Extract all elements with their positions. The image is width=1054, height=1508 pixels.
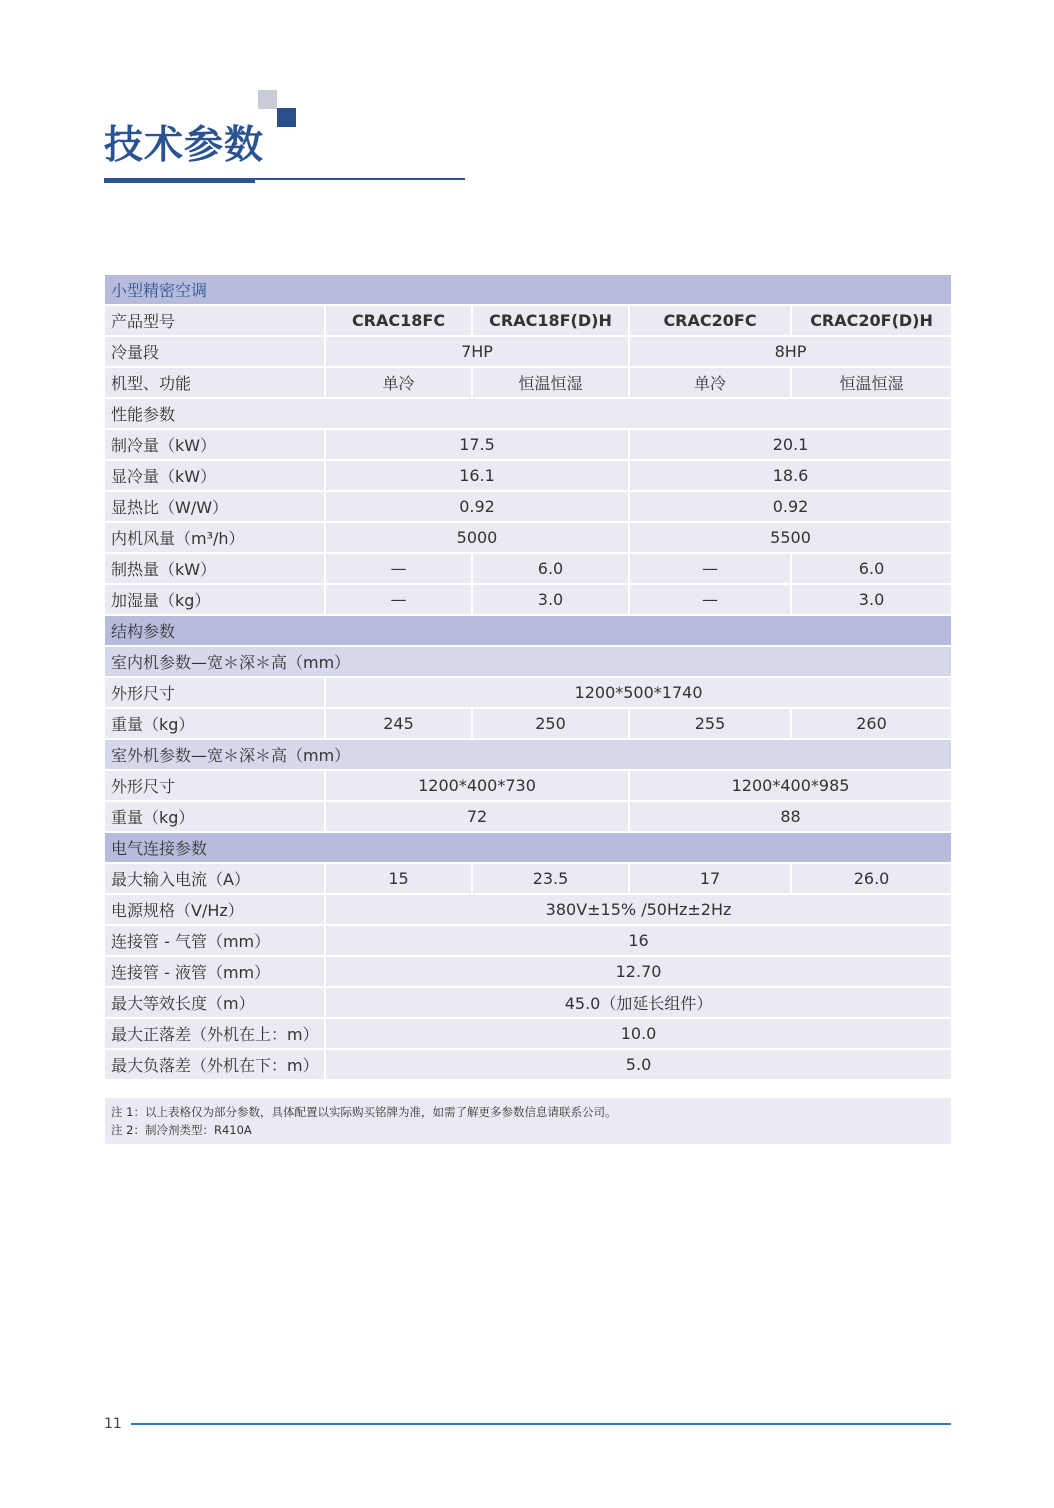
performance-label: 性能参数	[105, 398, 951, 429]
shr-cell: 0.92	[325, 491, 629, 522]
indoor-weight-label: 重量（kg）	[105, 708, 325, 739]
function-cell: 单冷	[325, 367, 472, 398]
function-cell: 单冷	[629, 367, 791, 398]
liquid-cell: 12.70	[325, 956, 951, 987]
table-row-pos-drop	[105, 1018, 951, 1049]
table-row-models	[105, 305, 951, 336]
indoor-weight-cell: 255	[629, 708, 791, 739]
page-number: 11	[104, 1416, 122, 1432]
cooling-label: 制冷量（kW）	[105, 429, 325, 460]
table-row-performance-header	[105, 398, 951, 429]
shr-label: 显热比（W/W）	[105, 491, 325, 522]
table-row-sensible	[105, 460, 951, 491]
shr-cell: 0.92	[629, 491, 951, 522]
heating-cell: 6.0	[472, 553, 629, 584]
liquid-label: 连接管 - 液管（mm）	[105, 956, 325, 987]
sensible-cell: 18.6	[629, 460, 951, 491]
cooling-cell: 17.5	[325, 429, 629, 460]
heating-cell: —	[325, 553, 472, 584]
table-row-power	[105, 894, 951, 925]
indoor-dim-label: 外形尺寸	[105, 677, 325, 708]
heating-cell: 6.0	[791, 553, 951, 584]
humid-cell: —	[629, 584, 791, 615]
outdoor-weight-cell: 72	[325, 801, 629, 832]
current-cell: 15	[325, 863, 472, 894]
subsection-row-outdoor	[105, 739, 951, 770]
decor-square-dark	[277, 108, 296, 127]
capacity-label: 冷量段	[105, 336, 325, 367]
outdoor-dim-label: 外形尺寸	[105, 770, 325, 801]
humid-cell: 3.0	[472, 584, 629, 615]
neg-drop-label: 最大负落差（外机在下：m）	[105, 1049, 325, 1079]
power-label: 电源规格（V/Hz）	[105, 894, 325, 925]
section-row-structure	[105, 615, 951, 646]
decor-square-light	[258, 90, 277, 109]
table-row-length	[105, 987, 951, 1018]
gas-label: 连接管 - 气管（mm）	[105, 925, 325, 956]
spec-table	[105, 275, 951, 1079]
note-1: 注 1：以上表格仅为部分参数，具体配置以实际购买铭牌为准，如需了解更多参数信息请联系公司。	[111, 1105, 617, 1119]
airflow-label: 内机风量（m³/h）	[105, 522, 325, 553]
indoor-weight-cell: 250	[472, 708, 629, 739]
section-row-main	[105, 275, 951, 305]
table-row-function	[105, 367, 951, 398]
power-cell: 380V±15% /50Hz±2Hz	[325, 894, 951, 925]
humid-cell: 3.0	[791, 584, 951, 615]
length-label: 最大等效长度（m）	[105, 987, 325, 1018]
length-cell: 45.0（加延长组件）	[325, 987, 951, 1018]
table-row-outdoor-dim	[105, 770, 951, 801]
table-row-airflow	[105, 522, 951, 553]
cooling-cell: 20.1	[629, 429, 951, 460]
table-row-neg-drop	[105, 1049, 951, 1079]
gas-cell: 16	[325, 925, 951, 956]
indoor-weight-cell: 260	[791, 708, 951, 739]
table-row-current	[105, 863, 951, 894]
humid-cell: —	[325, 584, 472, 615]
table-row-indoor-dim	[105, 677, 951, 708]
table-row-liquid	[105, 956, 951, 987]
table-row-humid	[105, 584, 951, 615]
table-row-shr	[105, 491, 951, 522]
note-2: 注 2：制冷剂类型：R410A	[111, 1123, 252, 1137]
sensible-label: 显冷量（kW）	[105, 460, 325, 491]
function-cell: 恒温恒湿	[791, 367, 951, 398]
electrical-label: 电气连接参数	[105, 832, 951, 863]
outdoor-dim-cell: 1200*400*730	[325, 770, 629, 801]
current-cell: 23.5	[472, 863, 629, 894]
outdoor-weight-label: 重量（kg）	[105, 801, 325, 832]
indoor-weight-cell: 245	[325, 708, 472, 739]
page-title: 技术参数	[104, 123, 265, 168]
airflow-cell: 5500	[629, 522, 951, 553]
model-label: 产品型号	[105, 305, 325, 336]
structure-label: 结构参数	[105, 615, 951, 646]
outdoor-dim-cell: 1200*400*985	[629, 770, 951, 801]
neg-drop-cell: 5.0	[325, 1049, 951, 1079]
model-cell: CRAC20F(D)H	[791, 305, 951, 336]
indoor-label: 室内机参数—宽＊深＊高（mm）	[105, 646, 951, 677]
outdoor-weight-cell: 88	[629, 801, 951, 832]
pos-drop-cell: 10.0	[325, 1018, 951, 1049]
heating-label: 制热量（kW）	[105, 553, 325, 584]
sensible-cell: 16.1	[325, 460, 629, 491]
table-row-capacity	[105, 336, 951, 367]
model-cell: CRAC18FC	[325, 305, 472, 336]
current-cell: 17	[629, 863, 791, 894]
footer-line	[131, 1423, 951, 1425]
function-cell: 恒温恒湿	[472, 367, 629, 398]
outdoor-label: 室外机参数—宽＊深＊高（mm）	[105, 739, 951, 770]
pos-drop-label: 最大正落差（外机在上：m）	[105, 1018, 325, 1049]
capacity-cell: 8HP	[629, 336, 951, 367]
section-row-electrical	[105, 832, 951, 863]
heating-cell: —	[629, 553, 791, 584]
model-cell: CRAC20FC	[629, 305, 791, 336]
capacity-cell: 7HP	[325, 336, 629, 367]
current-cell: 26.0	[791, 863, 951, 894]
table-row-gas	[105, 925, 951, 956]
airflow-cell: 5000	[325, 522, 629, 553]
current-label: 最大输入电流（A）	[105, 863, 325, 894]
indoor-dim-cell: 1200*500*1740	[325, 677, 951, 708]
subsection-row-indoor	[105, 646, 951, 677]
table-row-heating	[105, 553, 951, 584]
table-row-cooling	[105, 429, 951, 460]
table-row-indoor-weight	[105, 708, 951, 739]
model-cell: CRAC18F(D)H	[472, 305, 629, 336]
table-row-outdoor-weight	[105, 801, 951, 832]
function-label: 机型、功能	[105, 367, 325, 398]
section-main-label: 小型精密空调	[105, 275, 951, 305]
humid-label: 加湿量（kg）	[105, 584, 325, 615]
notes-box	[105, 1098, 951, 1144]
title-underline-accent	[104, 178, 255, 183]
